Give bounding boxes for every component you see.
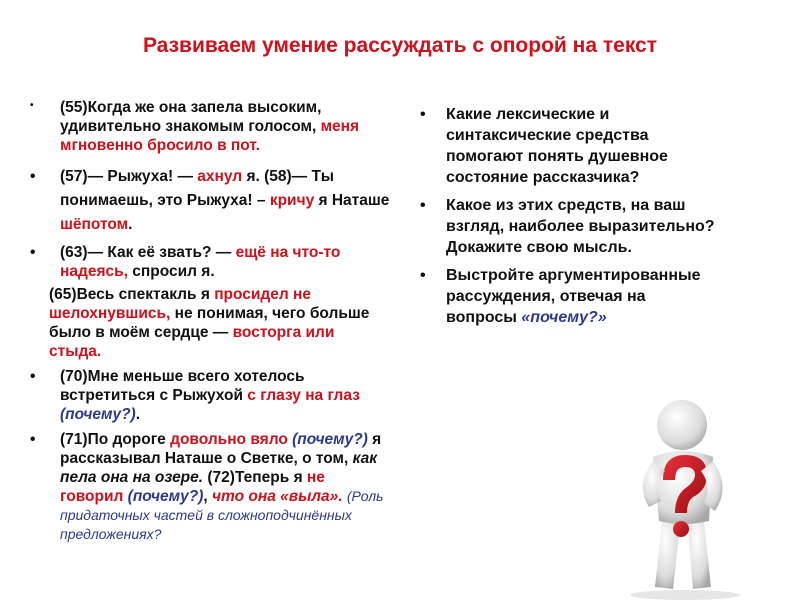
bullet: • xyxy=(30,244,36,261)
bullet: • xyxy=(30,368,36,385)
bullet: • xyxy=(420,267,426,284)
bullet: • xyxy=(420,106,426,123)
text-excerpt-column xyxy=(30,98,390,550)
excerpt-paragraph-70: • (70)Мне меньше всего хотелось встретиться с Рыжухой с глазу на глаз (почему?). xyxy=(30,368,360,423)
excerpt-paragraph-71: • (71)По дороге довольно вяло (почему?) я рассказывал Наташе о Светке, о том, как пела она на озере. (72)Теперь я не говорил (почему?), что она «выла». (Роль придаточных частей в сложноподчинённых предложениях? xyxy=(30,431,384,542)
slide-title: Развиваем умение рассуждать с опорой на текст xyxy=(142,34,658,57)
questions-column xyxy=(418,104,718,335)
bullet: • xyxy=(30,431,36,448)
figure-head xyxy=(657,400,707,450)
figure-right-leg xyxy=(687,513,711,589)
excerpt-paragraph-63: • (63)— Как её звать? — ещё на что-то надеясь, спросил я. xyxy=(30,244,341,280)
thinking-figure-with-question-mark-illustration xyxy=(585,395,785,600)
question-mark-dot xyxy=(673,521,689,537)
bullet: • xyxy=(30,100,34,111)
question-1: • Какие лексические и синтаксические средства помогают понять душевное состояние рассказчика? xyxy=(420,106,668,186)
figure-shadow xyxy=(630,590,740,600)
bullet: • xyxy=(420,197,426,214)
excerpt-paragraph-65: (65)Весь спектакль я просидел не шелохнувшись, не понимая, чего больше было в моём сердце — восторга или стыда. xyxy=(49,286,370,360)
question-3: • Выстройте аргументированные рассуждения, отвечая на вопросы «почему?» xyxy=(420,267,701,326)
question-2: • Какое из этих средств, на ваш взгляд, наиболее выразительно? Докажите свою мысль. xyxy=(420,197,715,256)
bullet: • xyxy=(30,168,36,185)
excerpt-paragraph-57: • (57)— Рыжуха! — ахнул я. (58)— Ты понимаешь, это Рыжуха! – кричу я Наташе шёпотом. xyxy=(30,165,390,237)
excerpt-paragraph-55: • (55)Когда же она запела высоким, удивительно знакомым голосом, меня мгновенно бросило в пот. xyxy=(30,98,390,155)
